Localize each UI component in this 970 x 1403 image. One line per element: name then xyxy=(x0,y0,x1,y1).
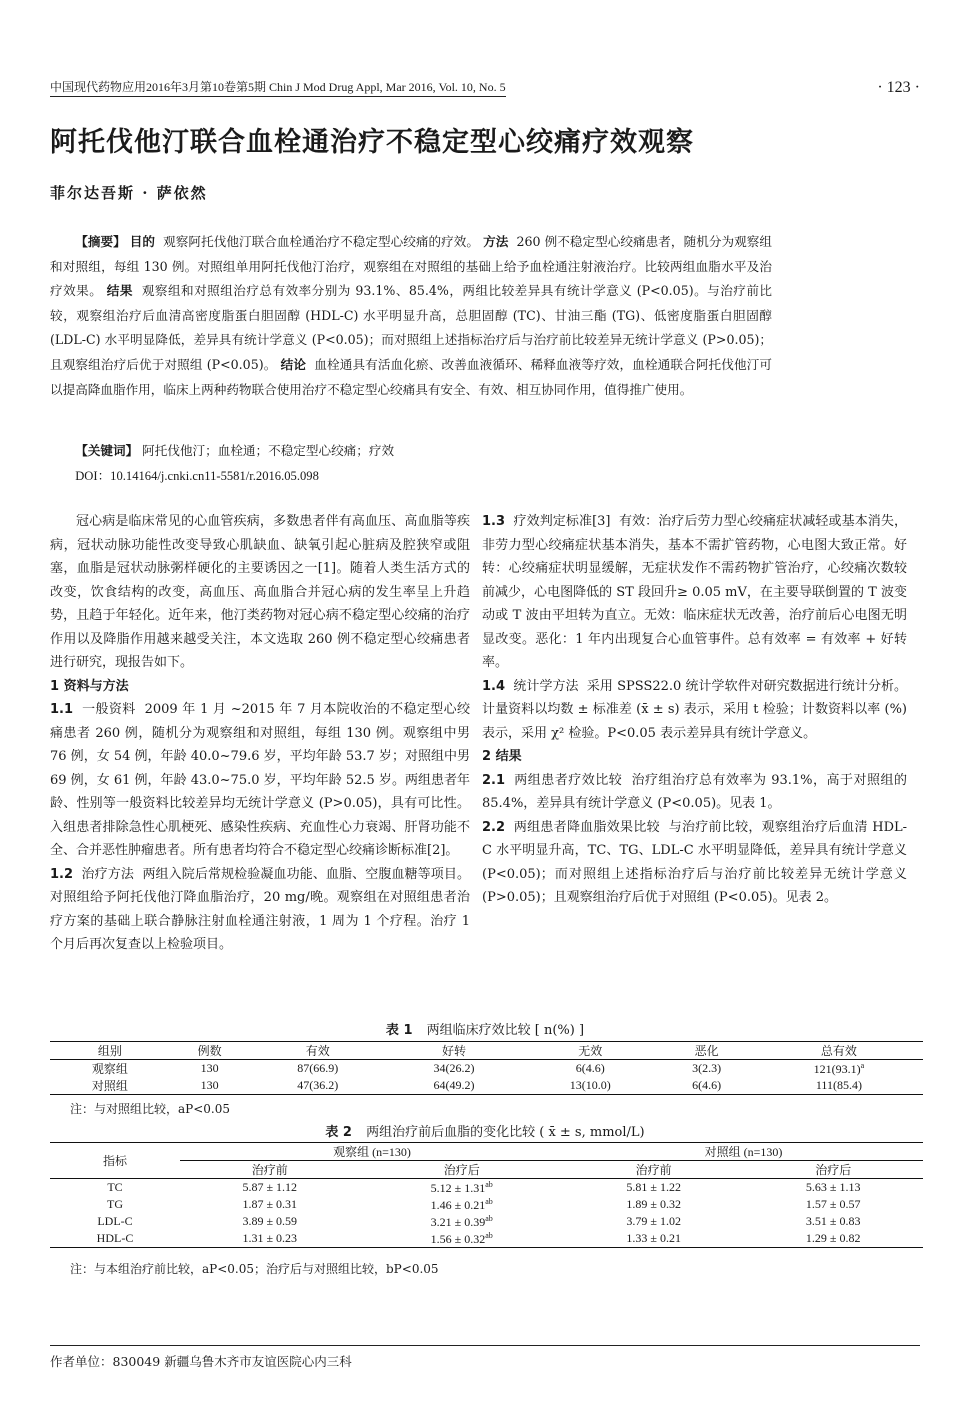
objective-text: 观察阿托伐他汀联合血栓通治疗不稳定型心绞痛的疗效。 xyxy=(163,234,480,249)
section-text: 两组入院后常规检验凝血功能、血脂、空腹血糖等项目。对照组给予阿托伐他汀降血脂治疗，20 mg/晚。观察组在对照组患者治疗方案的基础上联合静脉注射血栓通注射液，1 周为 1 个疗程。治疗 1 个月后再次复查以上检验项目。 xyxy=(50,866,470,952)
keywords-label: 【关键词】 xyxy=(75,443,139,458)
table-cell: 6(4.6) xyxy=(692,1078,722,1092)
section-text: 有效：治疗后劳力型心绞痛症状减轻或基本消失，非劳力型心绞痛症状基本消失，基本不需扩管药物，心电图大致正常。好转：心绞痛症状明显缓解，无症状发作不需药物扩管治疗，心绞痛次数较前减少，心电图降低的 ST 段回升≥ 0.05 mV，在主要导联倒置的 T 波变动或 T 波由平坦转为直立。无效：临床症状无改善，治疗前后心电图无明显改变。恶化：1 年内出现复合心血管事件。总有效率 = 有效率 + 好转率。 xyxy=(482,514,908,670)
doi: DOI：10.14164/j.cnki.cn11-5581/r.2016.05.098 xyxy=(75,469,319,483)
table-cell: 130 xyxy=(200,1078,219,1092)
table-row xyxy=(50,1230,923,1248)
section-1-2 xyxy=(50,863,470,957)
table-2-note: 注：与本组治疗前比较，aP<0.05；治疗后与对照组比较，bP<0.05 xyxy=(70,1262,439,1276)
table-row xyxy=(50,1213,923,1230)
section-1-1 xyxy=(50,698,470,863)
keywords xyxy=(50,440,772,459)
table-header: 无效 xyxy=(522,1042,658,1060)
section-label: 两组患者疗效比较 xyxy=(514,772,623,788)
significance-mark: ab xyxy=(485,1179,493,1189)
table-cell: 1.89 ± 0.32 xyxy=(626,1197,681,1211)
table-cell: 64(49.2) xyxy=(433,1078,475,1092)
section-number: 1.4 xyxy=(482,678,506,694)
section-1-title: 1 资料与方法 xyxy=(50,678,129,694)
table-cell: 1.87 ± 0.31 xyxy=(242,1197,298,1211)
table-header: 恶化 xyxy=(658,1042,754,1060)
significance-mark: ab xyxy=(485,1230,493,1240)
cell-value: 1.56 ± 0.32 xyxy=(430,1231,486,1246)
journal-info: 中国现代药物应用2016年3月第10卷第5期 Chin J Mod Drug Appl, Mar 2016, Vol. 10, No. 5 xyxy=(50,78,506,97)
section-label: 统计学方法 xyxy=(513,678,579,694)
cell-value: 1.46 ± 0.21 xyxy=(430,1197,486,1212)
right-column xyxy=(482,510,907,910)
section-number: 1.2 xyxy=(50,866,74,882)
page-number: · 123 · xyxy=(877,79,920,96)
table-1-title: 两组临床疗效比较 [ n(%) ] xyxy=(426,1023,585,1038)
table-cell xyxy=(360,1196,564,1213)
table-row xyxy=(50,1196,923,1213)
running-header xyxy=(50,78,920,97)
objective-label: 目的 xyxy=(129,234,156,249)
table-2-label: 表 2 xyxy=(325,1125,352,1140)
keywords-text: 阿托伐他汀；血栓通；不稳定型心绞痛；疗效 xyxy=(142,443,395,458)
table-header: 指标 xyxy=(50,1143,180,1179)
section-2-1 xyxy=(482,769,907,816)
table-cell: 5.63 ± 1.13 xyxy=(805,1180,861,1194)
table-cell: 1.57 ± 0.57 xyxy=(805,1197,861,1211)
section-label: 一般资料 xyxy=(82,702,136,717)
table-cell xyxy=(360,1230,564,1248)
table-cell: TG xyxy=(107,1197,123,1211)
table-cell: 3.79 ± 1.02 xyxy=(626,1214,681,1228)
section-text: 与治疗前比较，观察组治疗后血清 HDL-C 水平明显升高，TC、TG、LDL-C 水平明显降低，差异具有统计学意义 (P<0.05)；而对照组上述指标治疗后与治疗前比较差异无统计学意义 (P>0.05)；且观察组治疗后优于对照组 (P<0.05)。见表 2。 xyxy=(482,819,908,905)
table-cell: 3(2.3) xyxy=(692,1061,722,1075)
section-text: 采用 SPSS22.0 统计学软件对研究数据进行统计分析。计量资料以均数 ± 标准差 (x̄ ± s) 表示，采用 t 检验；计数资料以率 (%) 表示，采用 χ² 检验。P<0.05 表示差异具有统计学意义。 xyxy=(482,678,908,741)
table-cell: 87(66.9) xyxy=(297,1061,339,1075)
table-cell: HDL-C xyxy=(96,1231,134,1245)
table-header: 好转 xyxy=(386,1042,522,1060)
section-2-2 xyxy=(482,816,907,910)
section-number: 1.3 xyxy=(482,514,506,529)
table-row xyxy=(50,1077,923,1095)
table-cell: 111(85.4) xyxy=(815,1078,862,1092)
section-number: 2.1 xyxy=(482,772,506,788)
section-text: 治疗组治疗总有效率为 93.1%，高于对照组的 85.4%，差异具有统计学意义 (P<0.05)。见表 1。 xyxy=(482,772,907,811)
table-2-title: 两组治疗前后血脂的变化比较 ( x̄ ± s, mmol/L) xyxy=(366,1125,645,1140)
table-cell: 观察组 xyxy=(91,1062,128,1076)
conclusion-label: 结论 xyxy=(280,356,307,372)
table-cell: 6(4.6) xyxy=(575,1061,605,1075)
table-cell: TC xyxy=(107,1180,123,1194)
table-cell: 34(26.2) xyxy=(433,1061,475,1075)
section-number: 1.1 xyxy=(50,702,74,717)
table-header: 治疗后 xyxy=(360,1161,564,1179)
table-row xyxy=(50,1179,923,1197)
table-1-label: 表 1 xyxy=(385,1023,413,1038)
table-header: 治疗前 xyxy=(180,1161,360,1179)
table-cell xyxy=(360,1213,564,1230)
table-cell: LDL-C xyxy=(97,1214,133,1228)
table-header: 治疗后 xyxy=(743,1161,923,1179)
cell-value: 121(93.1) xyxy=(813,1061,861,1076)
section-label: 两组患者降血脂效果比较 xyxy=(513,819,660,835)
cell-value: 5.12 ± 1.31 xyxy=(430,1180,486,1195)
table-cell: 1.31 ± 0.23 xyxy=(242,1231,298,1245)
table-cell xyxy=(360,1179,564,1197)
article-authors: 菲尔达吾斯 · 萨依然 xyxy=(50,184,208,202)
article-title: 阿托伐他汀联合血栓通治疗不稳定型心绞痛疗效观察 xyxy=(50,127,694,158)
table-group-header: 观察组 (n=130) xyxy=(180,1143,564,1161)
significance-mark: a xyxy=(860,1060,865,1070)
table-cell: 130 xyxy=(200,1061,219,1075)
table-cell: 5.81 ± 1.22 xyxy=(626,1180,681,1194)
cell-value: 3.21 ± 0.39 xyxy=(430,1214,486,1229)
table-group-header: 对照组 (n=130) xyxy=(564,1143,923,1161)
table-2 xyxy=(50,1142,923,1248)
table-header: 组别 xyxy=(50,1042,170,1060)
section-2-title: 2 结果 xyxy=(482,749,522,764)
significance-mark: ab xyxy=(485,1213,493,1223)
table-cell xyxy=(755,1060,923,1078)
table-cell: 13(10.0) xyxy=(569,1078,611,1092)
table-row xyxy=(50,1060,923,1078)
abstract xyxy=(50,230,772,402)
abstract-label: 【摘要】 xyxy=(75,234,126,249)
section-text: 2009 年 1 月 ~2015 年 7 月本院收治的不稳定型心绞痛患者 260 例，随机分为观察组和对照组，每组 130 例。观察组中男 76 例，女 54 例，年龄 40.0~79.6 岁，平均年龄 53.7 岁；对照组中男 69 例，女 61 例，年龄 43.0~75.0 岁，平均年龄 52.5 岁。两组患者年龄、性别等一般资料比较差异均无统计学意义 (P>0.05)，具有可比性。入组患者排除急性心肌梗死、感染性疾病、充血性心力衰竭、肝肾功能不全、合并恶性肿瘤患者。所有患者均符合不稳定型心绞痛诊断标准[2]。 xyxy=(50,702,471,858)
table-header: 例数 xyxy=(170,1042,250,1060)
table-header: 治疗前 xyxy=(564,1161,744,1179)
table-2-caption xyxy=(0,1121,970,1140)
section-label: 治疗方法 xyxy=(81,866,134,882)
table-cell: 3.89 ± 0.59 xyxy=(242,1214,298,1228)
significance-mark: ab xyxy=(485,1196,493,1206)
section-number: 2.2 xyxy=(482,819,506,835)
table-cell: 1.29 ± 0.82 xyxy=(805,1231,861,1245)
table-1 xyxy=(50,1041,923,1095)
table-1-note: 注：与对照组比较，aP<0.05 xyxy=(70,1102,231,1116)
results-text: 观察组和对照组治疗总有效率分别为 93.1%、85.4%，两组比较差异具有统计学意义 (P<0.05)。与治疗前比较，观察组治疗后血清高密度脂蛋白胆固醇 (HDL-C) 水平明显升高，总胆固醇 (TC)、甘油三酯 (TG)、低密度脂蛋白胆固醇 (LDL-C) 水平明显降低，差异具有统计学意义 (P<0.05)；而对照组上述指标治疗后与治疗前比较差异无统计学意义 (P>0.05)；且观察组治疗后优于对照组 (P<0.05)。 xyxy=(50,283,773,372)
conclusion-text: 血栓通具有活血化瘀、改善血液循环、稀释血液等疗效，血栓通联合阿托伐他汀可以提高降血脂作用，临床上两种药物联合使用治疗不稳定型心绞痛具有安全、有效、相互协同作用，值得推广使用。 xyxy=(50,356,773,397)
table-cell: 对照组 xyxy=(91,1079,128,1093)
results-label: 结果 xyxy=(106,283,133,299)
left-column xyxy=(50,510,470,957)
table-1-caption xyxy=(0,1019,970,1038)
author-affiliation: 作者单位：830049 新疆乌鲁木齐市友谊医院心内三科 xyxy=(50,1345,920,1370)
section-label: 疗效判定标准[3] xyxy=(513,514,611,529)
methods-label: 方法 xyxy=(483,234,509,249)
section-1-4 xyxy=(482,675,907,746)
table-cell: 3.51 ± 0.83 xyxy=(805,1214,861,1228)
section-1-3 xyxy=(482,510,907,675)
table-cell: 47(36.2) xyxy=(297,1078,339,1092)
intro-paragraph: 冠心病是临床常见的心血管疾病，多数患者伴有高血压、高血脂等疾病，冠状动脉功能性改变导致心肌缺血、缺氧引起心脏病及腔狭窄或阻塞，血脂是冠状动脉粥样硬化的主要诱因之一[1]。随着人类生活方式的改变，饮食结构的改变，高血压、高血脂合并冠心病的发生率呈上升趋势，且趋于年轻化。近年来，他汀类药物对冠心病不稳定型心绞痛的治疗作用以及降脂作用越来越受关注，本文选取 260 例不稳定型心绞痛患者进行研究，现报告如下。 xyxy=(50,514,470,670)
table-header: 有效 xyxy=(250,1042,386,1060)
table-header: 总有效 xyxy=(755,1042,923,1060)
table-cell: 5.87 ± 1.12 xyxy=(242,1180,298,1194)
table-cell: 1.33 ± 0.21 xyxy=(626,1231,681,1245)
methods-text: 260 例不稳定型心绞痛患者，随机分为观察组和对照组，每组 130 例。对照组单用阿托伐他汀治疗，观察组在对照组的基础上给予血栓通注射液治疗。比较两组血脂水平及治疗效果。 xyxy=(50,234,772,299)
